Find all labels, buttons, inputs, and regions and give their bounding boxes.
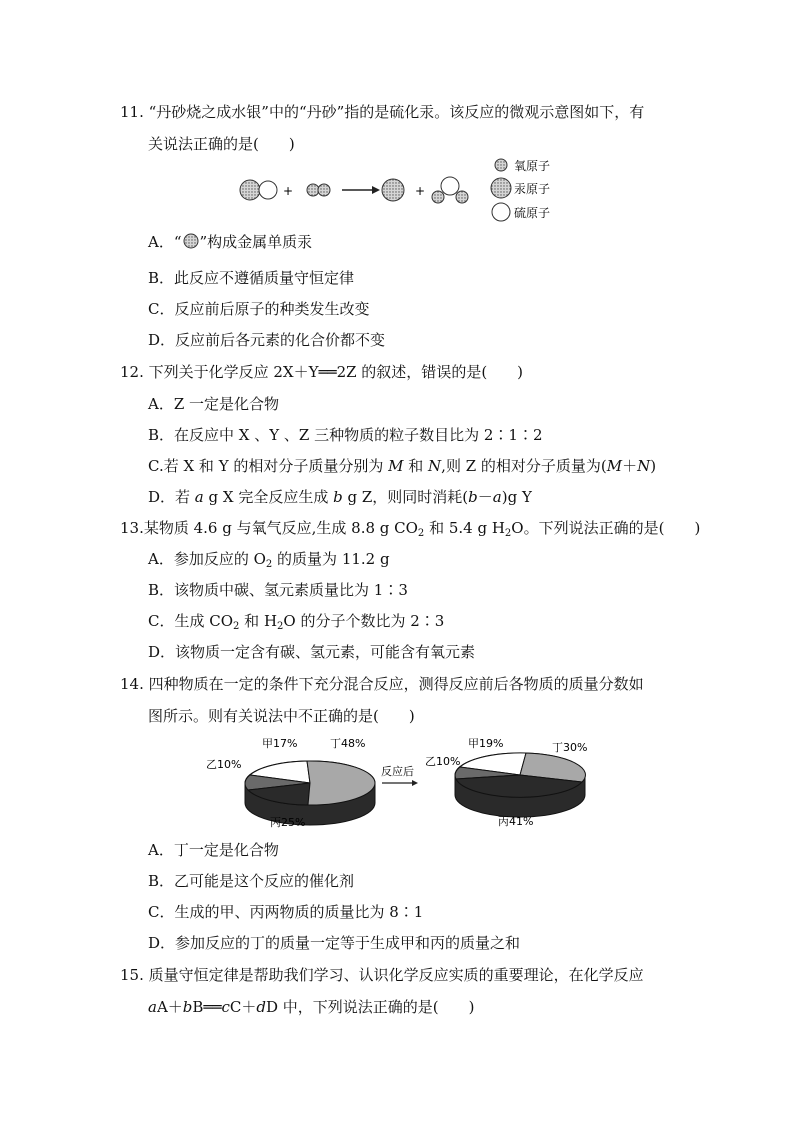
text-segment: 的质量为 11.2 g bbox=[272, 550, 390, 568]
legend-sulfur-label: 硫原子 bbox=[514, 206, 551, 220]
var-b: b bbox=[333, 488, 343, 506]
label-jia-before: 甲17% bbox=[262, 737, 298, 750]
label-yi-before: 乙10% bbox=[206, 758, 242, 771]
var-n: N bbox=[637, 457, 651, 475]
q14-pie-charts bbox=[200, 733, 600, 833]
q11-stem-line2: 关说法正确的是( ) bbox=[148, 135, 295, 153]
text-segment: D 中，下列说法正确的是( ) bbox=[266, 998, 475, 1016]
subscript: 2 bbox=[233, 621, 240, 632]
q12-option-d bbox=[148, 487, 532, 507]
subscript: 2 bbox=[504, 528, 512, 539]
pie-after bbox=[455, 753, 585, 817]
var-n: N bbox=[428, 457, 442, 475]
q11-reaction-diagram bbox=[230, 155, 570, 227]
label-bing-before: 丙25% bbox=[270, 816, 306, 829]
text-segment: D．若 bbox=[148, 488, 195, 506]
text-segment: C．生成 CO bbox=[148, 612, 234, 630]
oxygen-atom bbox=[318, 184, 330, 196]
q14-option-d: D．参加反应的丁的质量一定等于生成甲和丙的质量之和 bbox=[148, 934, 521, 952]
text-segment: C＋ bbox=[229, 998, 257, 1016]
legend-oxygen-icon bbox=[495, 159, 507, 171]
q15-stem-line1: 15. 质量守恒定律是帮助我们学习、认识化学反应实质的重要理论，在化学反应 bbox=[120, 966, 644, 984]
q12-option-c bbox=[148, 456, 656, 476]
text-segment: 和 H bbox=[239, 612, 278, 630]
text-segment: A＋ bbox=[156, 998, 183, 1016]
mercury-atom bbox=[382, 179, 404, 201]
q12-option-b: B．在反应中 X 、Y 、Z 三种物质的粒子数目比为 2∶1∶2 bbox=[148, 426, 543, 444]
q13-option-d: D．该物质一定含有碳、氢元素，可能含有氧元素 bbox=[148, 643, 476, 661]
q13-stem bbox=[120, 518, 700, 538]
text-segment: B══ bbox=[192, 998, 222, 1016]
pie-before bbox=[245, 761, 375, 825]
text-segment: 和 bbox=[403, 457, 429, 475]
oxygen-atom bbox=[307, 184, 319, 196]
legend-mercury-icon bbox=[491, 178, 511, 198]
label-ding-after: 丁30% bbox=[552, 741, 588, 754]
q13-option-c bbox=[148, 611, 444, 631]
var-c: c bbox=[221, 998, 230, 1016]
text-segment: C.若 X 和 Y 的相对分子质量分别为 bbox=[148, 457, 389, 475]
text-segment: )g Y bbox=[501, 488, 532, 506]
var-b: b bbox=[182, 998, 193, 1016]
text-segment: O 的分子个数比为 2∶3 bbox=[283, 612, 445, 630]
q11-stem-line1: 11. “丹砂烧之成水银”中的“丹砂”指的是硫化汞。该反应的微观示意图如下，有 bbox=[120, 103, 645, 121]
text-segment: － bbox=[477, 488, 493, 506]
q14-stem-line1: 14. 四种物质在一定的条件下充分混合反应，测得反应前后各物质的质量分数如 bbox=[120, 675, 644, 693]
arrow-label: 反应后 bbox=[381, 765, 414, 778]
q14-option-c: C．生成的甲、丙两物质的质量比为 8∶1 bbox=[148, 903, 424, 921]
var-a: a bbox=[148, 998, 157, 1016]
text-segment: 13.某物质 4.6 g 与氧气反应,生成 8.8 g CO bbox=[120, 519, 418, 537]
var-b: b bbox=[468, 488, 478, 506]
subscript: 2 bbox=[417, 528, 425, 539]
subscript: 2 bbox=[277, 621, 284, 632]
label-jia-after: 甲19% bbox=[468, 737, 504, 750]
var-a: a bbox=[492, 488, 502, 506]
sulfur-atom bbox=[441, 177, 459, 195]
q11-option-a-pre: A．“ bbox=[148, 233, 182, 251]
q11-option-a bbox=[148, 232, 312, 252]
mercury-atom bbox=[240, 180, 260, 200]
label-yi-after: 乙10% bbox=[425, 755, 461, 768]
legend-sulfur-icon bbox=[492, 203, 510, 221]
mercury-atom-icon bbox=[182, 233, 200, 249]
q14-option-b: B．乙可能是这个反应的催化剂 bbox=[148, 872, 355, 890]
text-segment: ) bbox=[650, 457, 657, 475]
q11-option-c: C．反应前后原子的种类发生改变 bbox=[148, 300, 370, 318]
var-d: d bbox=[256, 998, 266, 1016]
plus-sign: + bbox=[282, 184, 294, 198]
q13-option-a bbox=[148, 549, 390, 569]
var-a: a bbox=[194, 488, 204, 506]
q11-option-b: B．此反应不遵循质量守恒定律 bbox=[148, 269, 355, 287]
var-m: M bbox=[388, 457, 404, 475]
legend-oxygen-label: 氧原子 bbox=[514, 159, 551, 173]
q11-option-d: D．反应前后各元素的化合价都不变 bbox=[148, 331, 386, 349]
q12-option-a: A．Z 一定是化合物 bbox=[148, 395, 280, 413]
text-segment: A．参加反应的 O bbox=[148, 550, 266, 568]
q14-stem-line2: 图所示。则有关说法中不正确的是( ) bbox=[148, 707, 415, 725]
text-segment: ,则 Z 的相对分子质量为( bbox=[441, 457, 607, 475]
text-segment: g X 完全反应生成 bbox=[203, 488, 334, 506]
sulfur-atom bbox=[259, 181, 277, 199]
plus-sign: + bbox=[414, 184, 426, 198]
q13-option-b: B．该物质中碳、氢元素质量比为 1∶3 bbox=[148, 581, 408, 599]
text-segment: O。下列说法正确的是( ) bbox=[511, 519, 701, 537]
text-segment: 和 5.4 g H bbox=[424, 519, 505, 537]
text-segment: ＋ bbox=[622, 457, 638, 475]
text-segment: g Z，则同时消耗( bbox=[342, 488, 469, 506]
label-ding-before: 丁48% bbox=[330, 737, 366, 750]
subscript: 2 bbox=[265, 559, 273, 570]
legend-mercury-label: 汞原子 bbox=[514, 182, 551, 196]
q11-option-a-post: ”构成金属单质汞 bbox=[199, 233, 313, 251]
oxygen-atom bbox=[456, 191, 468, 203]
q14-option-a: A．丁一定是化合物 bbox=[148, 841, 279, 859]
label-bing-after: 丙41% bbox=[498, 815, 534, 828]
q12-stem: 12. 下列关于化学反应 2X＋Y══2Z 的叙述，错误的是( ) bbox=[120, 363, 524, 381]
var-m: M bbox=[606, 457, 623, 475]
q15-stem-line2 bbox=[148, 997, 475, 1017]
oxygen-atom bbox=[432, 191, 444, 203]
